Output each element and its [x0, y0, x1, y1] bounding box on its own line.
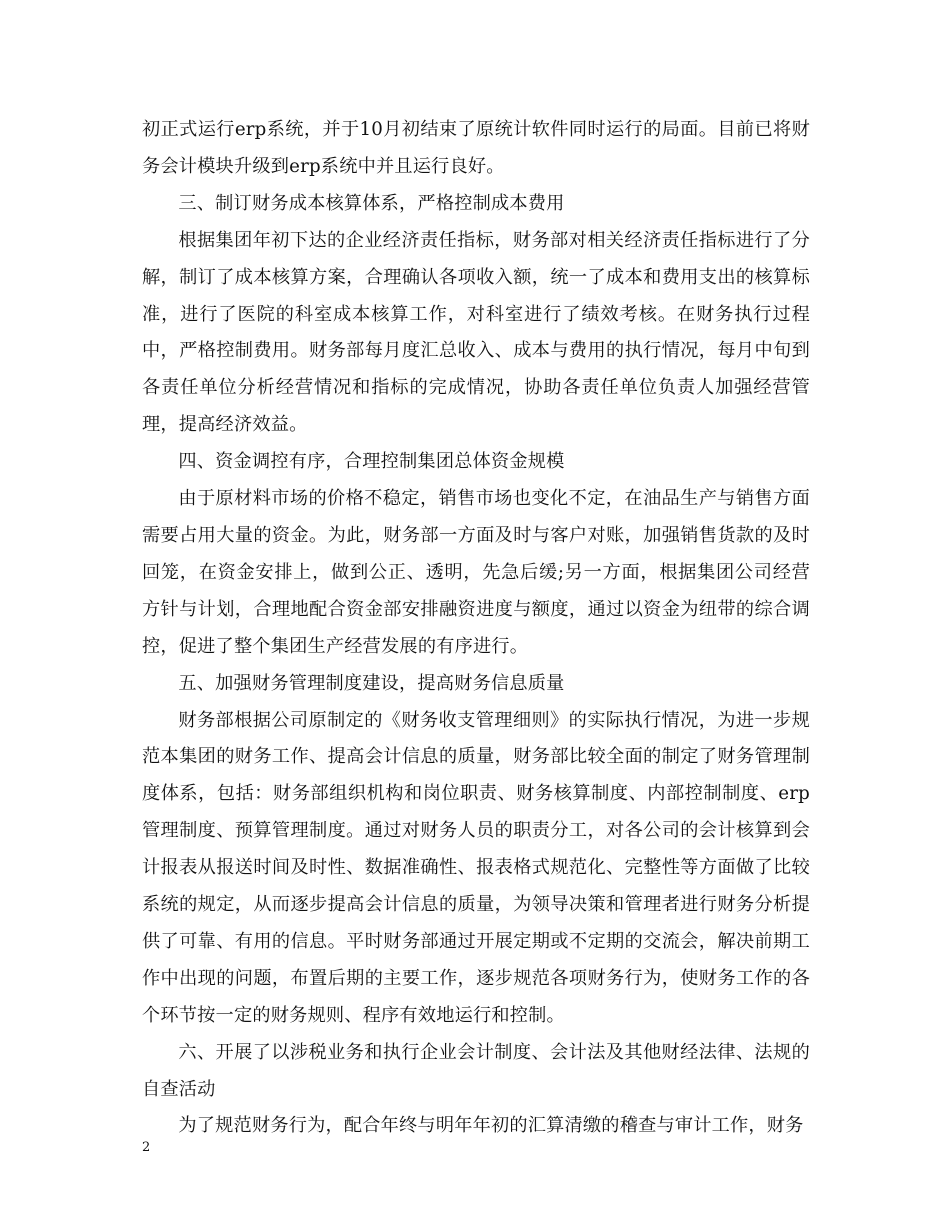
paragraph-continuation: 初正式运行erp系统，并于10月初结束了原统计软件同时运行的局面。目前已将财务会计模块升级到erp系统中并且运行良好。: [142, 119, 810, 177]
document-body: [142, 112, 810, 1145]
section-heading-6: 六、开展了以涉税业务和执行企业会计制度、会计法及其他财经法律、法规的自查活动: [142, 1041, 810, 1100]
paragraph-management-system: 财务部根据公司原制定的《财务收支管理细则》的实际执行情况，为进一步规范本集团的财务工作、提高会计信息的质量，财务部比较全面的制定了财务管理制度体系，包括：财务部组织机构和岗位职责、财务核算制度、内部控制制度、erp管理制度、预算管理制度。通过对财务人员的职责分工，对各公司的会计核算到会计报表从报送时间及时性、数据准确性、报表格式规范化、完整性等方面做了比较系统的规定，从而逐步提高会计信息的质量，为领导决策和管理者进行财务分析提供了可靠、有用的信息。平时财务部通过开展定期或不定期的交流会，解决前期工作中出现的问题，布置后期的主要工作，逐步规范各项财务行为，使财务工作的各个环节按一定的财务规则、程序有效地运行和控制。: [142, 709, 810, 1026]
paragraph-cost-accounting: 根据集团年初下达的企业经济责任指标，财务部对相关经济责任指标进行了分解，制订了成本核算方案，合理确认各项收入额，统一了成本和费用支出的核算标准，进行了医院的科室成本核算工作，对科室进行了绩效考核。在财务执行过程中，严格控制费用。财务部每月度汇总收入、成本与费用的执行情况，每月中旬到各责任单位分析经营情况和指标的完成情况，协助各责任单位负责人加强经营管理，提高经济效益。: [142, 229, 810, 436]
section-heading-4: 四、资金调控有序，合理控制集团总体资金规模: [178, 451, 565, 473]
section-heading-3: 三、制订财务成本核算体系，严格控制成本费用: [178, 192, 565, 214]
section-heading-5: 五、加强财务管理制度建设，提高财务信息质量: [178, 672, 565, 694]
paragraph-self-inspection: 为了规范财务行为，配合年终与明年年初的汇算清缴的稽查与审计工作，财务: [178, 1115, 804, 1137]
page-number: 2: [142, 1140, 151, 1155]
paragraph-fund-control: 由于原材料市场的价格不稳定，销售市场也变化不定，在油品生产与销售方面需要占用大量的资金。为此，财务部一方面及时与客户对账，加强销售货款的及时回笼，在资金安排上，做到公正、透明，先急后缓;另一方面，根据集团公司经营方针与计划，合理地配合资金部安排融资进度与额度，通过以资金为纽带的综合调控，促进了整个集团生产经营发展的有序进行。: [142, 488, 810, 657]
